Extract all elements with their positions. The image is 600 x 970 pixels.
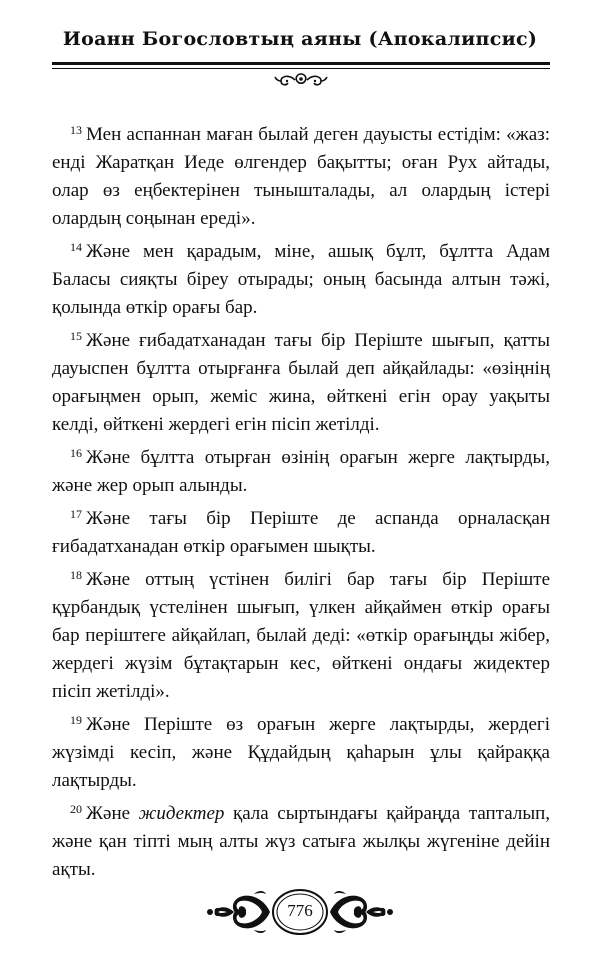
verse-14 xyxy=(52,233,550,322)
verse-17 xyxy=(52,500,550,561)
page-number: 776 xyxy=(287,901,313,920)
scripture-text xyxy=(52,116,550,884)
verse-13 xyxy=(52,116,550,233)
verse-19 xyxy=(52,706,550,795)
header-rule-thick xyxy=(52,62,550,65)
verse-number: 20 xyxy=(70,802,82,816)
verse-text: Мен аспаннан маған былай деген дауысты естідім: «жаз: енді Жаратқан Иеде өлгендер бақытты; оған Рух айтады, олар өз еңбектерінен тынышталады, ал олардың істері олардың соңынан ереді». xyxy=(52,124,550,229)
verse-text: Және xyxy=(86,803,139,824)
verse-15 xyxy=(52,322,550,439)
verse-number: 16 xyxy=(70,446,82,460)
verse-text-continued: қала сыртындағы қайраңда тапталып, және қан тіпті мың алты жүз сатыға жылқы жүгеніне дейін ақты. xyxy=(52,803,550,880)
verse-emphasis: жидектер xyxy=(138,803,225,824)
header-rule xyxy=(52,62,550,92)
verse-number: 19 xyxy=(70,713,82,727)
page-footer xyxy=(204,880,396,944)
verse-number: 13 xyxy=(70,123,82,137)
header-ornament-icon xyxy=(273,70,329,90)
verse-number: 17 xyxy=(70,507,82,521)
verse-text: Және тағы бір Періште де аспанда орналасқан ғибадатханадан өткір орағымен шықты. xyxy=(52,508,550,557)
running-header: Иоанн Богословтың аяны (Апокалипсис) xyxy=(62,28,538,50)
verse-16 xyxy=(52,439,550,500)
verse-text: Және ғибадатханадан тағы бір Періште шығып, қатты дауыспен бұлтта отырғанға былай деп айқайлады: «өзіңнің орағыңмен орып, жеміс жина, өйткені егін орау уақыты келді, өйткені жердегі егін пісіп жетілді. xyxy=(52,330,550,435)
verse-number: 18 xyxy=(70,568,82,582)
verse-text: Және Періште өз орағын жерге лақтырды, жердегі жүзімді кесіп, және Құдайдың қаһарын ұлы қайраққа лақтырды. xyxy=(52,714,550,791)
verse-18 xyxy=(52,561,550,706)
verse-number: 15 xyxy=(70,329,82,343)
header-rule-thin xyxy=(52,68,550,69)
verse-text: Және мен қарадым, міне, ашық бұлт, бұлтта Адам Баласы сияқты біреу отырады; оның басында алтын тәжі, қолында өткір орағы бар. xyxy=(52,241,550,318)
verse-text: Және оттың үстінен билігі бар тағы бір Періште құрбандық үстелінен шығып, үлкен айқаймен өткір орағы бар періштеге айқайлап, былай деді: «өткір орағыңды жібер, жердегі жүзім бұтақтарын кес, өйткені ондағы жидектер пісіп жетілді». xyxy=(52,569,550,702)
verse-text: Және бұлтта отырған өзінің орағын жерге лақтырды, және жер орып алынды. xyxy=(52,447,550,496)
verse-20 xyxy=(52,795,550,884)
verse-number: 14 xyxy=(70,240,82,254)
